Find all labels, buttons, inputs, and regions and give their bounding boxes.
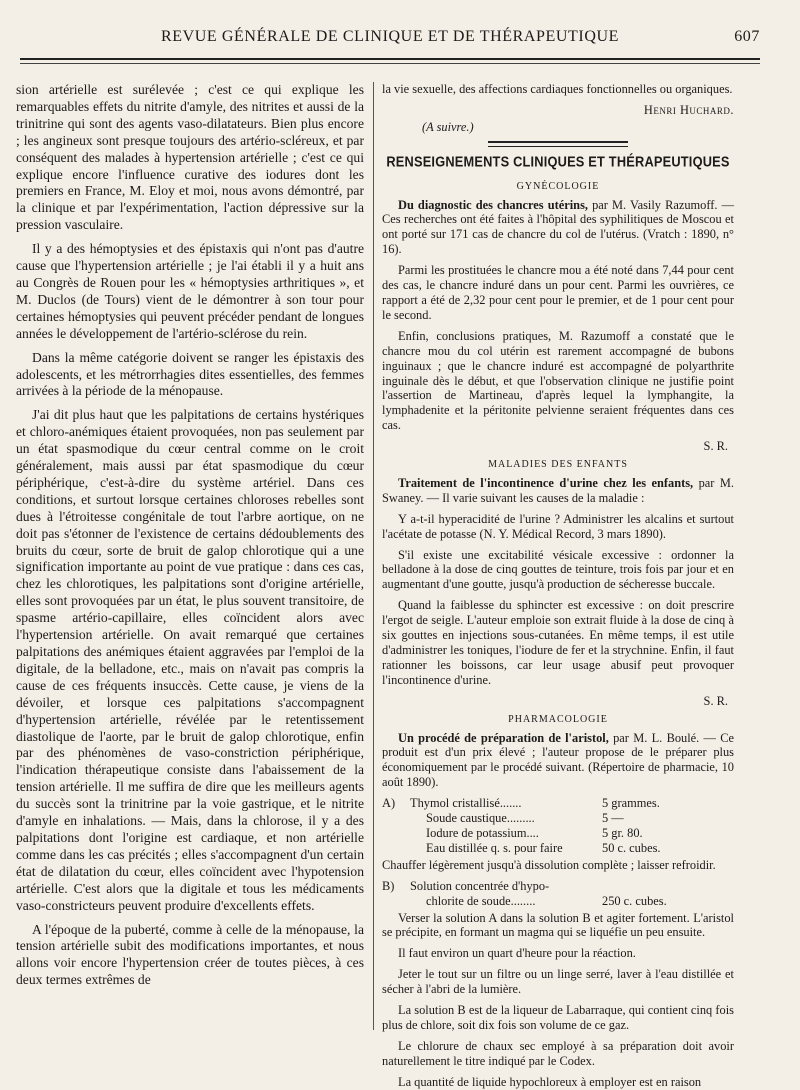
- initials-signature: S. R.: [703, 693, 728, 708]
- ingredient-qty: 50 c. cubes.: [602, 840, 661, 855]
- article-intro: [382, 731, 734, 791]
- formula-label: B): [382, 878, 395, 893]
- formula-row: [382, 826, 734, 841]
- article-title: Traitement de l'incontinence d'urine chez les enfants,: [398, 475, 694, 490]
- subheading-enfants: MALADIES DES ENFANTS: [488, 459, 628, 471]
- article-title: Un procédé de préparation de l'aristol,: [398, 730, 609, 745]
- paragraph: Verser la solution A dans la solution B et agiter fortement. L'aristol se précipite, en formant un magma qui se liquéfie un peu ensuite.: [382, 910, 734, 940]
- column-divider: [373, 82, 374, 1030]
- ingredient-name: chlorite de soude........: [426, 893, 536, 908]
- paragraph: Dans la même catégorie doivent se ranger les épistaxis des adolescents, et les métrorrhagies dites essentielles, des femmes arrivées à la période de la ménopause.: [16, 349, 364, 399]
- paragraph: A l'époque de la puberté, comme à celle de la ménopause, la tension artérielle subit des modifications importantes, et nous allons voir encore l'hypertension créer de toutes pièces, à ces deux termes extrêmes de: [16, 921, 364, 988]
- ingredient-name: Soude caustique.........: [426, 811, 535, 826]
- paragraph: Chauffer légèrement jusqu'à dissolution complète ; laisser refroidir.: [382, 857, 716, 872]
- paragraph: J'ai dit plus haut que les palpitations de certains hystériques et chloro-anémiques étaient provoquées, non pas seulement par un état spasmodique du cœur central comme on le croit généralement, mais aussi par état spasmodique du cœur périphérique, c'est-à-dire du système artériel. Dans ces conditions, et surtout lorsque certaines chloroses rebelles sont dues à l'étroitesse congénitale de tout l'arbre aortique, on ne doit pas s'étonner de l'existence de certains dédoublements des bruits du cœur, sorte de bruit de galop chlorotique qui a une signification importante au point de vue pratique : dans ces cas, chez les chlorotiques, les palpitations sont d'origine artérielle, elles sont provoquées par un état, le plus souvent transitoire, de spasme artério-capillaire, elles coïncident alors avec l'hypertension artérielle. On avait remarqué que certaines palpitations des anémiques étaient aggravées par l'emploi de la digitale, de la belladone, etc., mais on n'avait pas compris la cause de ces fréquents insuccès. Cette cause, je viens de la dévoiler, et lorsque ces palpitations s'accompagnent d'hypertension artérielle, révélée par le retentissement diastolique de l'aorte, par le bruit de galop chlorotique, enfin par des phénomènes de vaso-constriction périphérique, l'indication thérapeutique consiste dans l'abaissement de la tension artérielle. Il me suffira de dire que les meilleurs agents du succès sont la trinitrine par la voie gastrique, et le nitrite d'amyle en inhalations. — Mais, dans la chlorose, il y a des palpitations dont l'origine est cardiaque, et non artérielle comme dans les cas précités ; elles s'accompagnent d'un certain état de dilatation du cœur, elles coïncident avec l'hypotension artérielle. C'est alors que la digitale et tous les médicaments vaso-constricteurs peuvent produire d'excellents effets.: [16, 407, 364, 913]
- paragraph: S'il existe une excitabilité vésicale excessive : ordonner la belladone à la dose de cinq gouttes de teinture, trois fois par jour et en augmentant d'une goutte, jusqu'à production de sécheresse buccale.: [382, 547, 734, 592]
- formula-row: [382, 796, 734, 811]
- article-intro: [382, 476, 734, 506]
- article-title: Du diagnostic des chancres utérins,: [398, 197, 588, 212]
- formula-label: [382, 841, 410, 856]
- journal-title: REVUE GÉNÉRALE DE CLINIQUE ET DE THÉRAPEUTIQUE: [160, 28, 620, 45]
- running-header: [20, 28, 760, 54]
- header-rule-thin: [20, 63, 760, 64]
- ingredient-qty: 5 —: [602, 811, 624, 826]
- formula-a: [382, 796, 734, 856]
- article-text: par M. Swaney. — Il varie suivant les causes de la maladie :: [382, 475, 735, 505]
- article-text: par M. Vasily Razumoff. — Ces recherches ont été faites à l'hôpital des syphilitiques de Moscou et ont porté sur 171 cas de chancre du col de l'utérus. (Vratch : 1890, n° 16).: [382, 197, 734, 257]
- header-rule: [20, 58, 760, 60]
- paragraph: Y a-t-il hyperacidité de l'urine ? Administrer les alcalins et surtout l'acétate de potasse (N. Y. Médical Record, 3 mars 1890).: [382, 511, 734, 541]
- to-be-continued: (A suivre.): [422, 119, 474, 134]
- formula-row: [382, 841, 734, 856]
- formula-label: [382, 826, 410, 841]
- left-column: [16, 82, 364, 1038]
- initials-signature: S. R.: [703, 439, 728, 454]
- paragraph: La solution B est de la liqueur de Labarraque, qui contient cinq fois plus de chlore, soit dix fois son volume de ce gaz.: [382, 1003, 734, 1032]
- ingredient-qty: [602, 879, 734, 894]
- paragraph: sion artérielle est surélevée ; c'est ce qui explique les remarquables effets du nitrite d'amyle, des nitrites et aussi de la trinitrine qui sont des agents vaso-dilatateurs. Bien plus encore ; les angineux sont presque toujours des artério-scléreux, et par conséquent des malades à hypertension artérielle ; c'est ce qui explique encore l'influence curative des iodures dont les premiers en France, M. Eloy et moi, nous avons démontré, par la clinique et par l'expérimentation, l'action dépressive sur la pression vasculaire.: [16, 82, 364, 233]
- paragraph: Enfin, conclusions pratiques, M. Razumoff a constaté que le chancre mou du col utérin est rarement accompagné de bubons inguinaux ; que le chancre induré est accompagné de polyarthrite inguinale dès le début, et que l'observation clinique ne justifie point l'assertion de Martineau, d'après lequel la lymphangite, la lymphadenite et la péritonite pelvienne seraient fréquentes dans ces cas.: [382, 328, 734, 433]
- ingredient-qty: 250 c. cubes.: [602, 893, 667, 908]
- paragraph: Le chlorure de chaux sec employé à sa préparation doit avoir naturellement le titre indiqué par le Codex.: [382, 1038, 734, 1068]
- paragraph: La quantité de liquide hypochloreux à employer est en raison: [398, 1074, 702, 1089]
- author-signature: Henri Huchard.: [643, 102, 734, 117]
- ingredient-qty: 5 gr. 80.: [602, 825, 643, 840]
- formula-label: A): [382, 796, 396, 811]
- ingredient-name: Thymol cristallisé.......: [410, 796, 522, 811]
- page-number: 607: [734, 28, 760, 45]
- paragraph: Il y a des hémoptysies et des épistaxis qui n'ont pas d'autre cause que l'hypertension artérielle ; je l'ai établi il y a huit ans au Congrès de Rouen pour les « hémoptysies arthritiques », et M. Duclos (de Tours) vient de le démontrer à son tour pour certaines hémoptysies qui peuvent précéder pendant de longues années le développement de l'artério-sclérose du rein.: [16, 241, 364, 341]
- article-intro: [382, 198, 734, 258]
- article-text: par M. L. Boulé. — Ce produit est d'un prix élevé ; l'auteur propose de le préparer plus économiquement par le procédé suivant. (Répertoire de pharmacie, 10 août 1890).: [382, 730, 734, 790]
- formula-row: [382, 894, 734, 909]
- paragraph: Quand la faiblesse du sphincter est excessive : on doit prescrire l'ergot de seigle. L'auteur emploie son extrait fluide à la dose de cinq à six gouttes en injections sous-cutanées. En même temps, il est utile d'administrer les toniques, l'iodure de fer et la strychnine. Enfin, il faut rationner les boissons, car leur usage abusif peut provoquer l'incontinence d'urine.: [382, 598, 734, 687]
- formula-label: [382, 894, 410, 909]
- formula-b: [382, 879, 734, 909]
- section-separator: [488, 141, 628, 147]
- ingredient-qty: 5 grammes.: [602, 796, 660, 811]
- subheading-pharmacologie: PHARMACOLOGIE: [508, 713, 608, 725]
- paragraph: la vie sexuelle, des affections cardiaques fonctionnelles ou organiques.: [382, 82, 733, 96]
- ingredient-name: Solution concentrée d'hypo-: [410, 878, 550, 893]
- section-title: RENSEIGNEMENTS CLINIQUES ET THÉRAPEUTIQUES: [386, 152, 730, 170]
- subheading-gynecologie: GYNÉCOLOGIE: [516, 180, 600, 192]
- formula-row: [382, 879, 734, 894]
- paragraph: Jeter le tout sur un filtre ou un linge serré, laver à l'eau distillée et sécher à l'abri de la lumière.: [382, 967, 734, 997]
- paragraph: Il faut environ un quart d'heure pour la réaction.: [398, 946, 636, 961]
- right-column: [382, 82, 735, 1089]
- ingredient-name: Iodure de potassium....: [426, 825, 539, 840]
- formula-row: [382, 811, 734, 826]
- formula-label: [382, 811, 410, 826]
- ingredient-name: Eau distillée q. s. pour faire: [426, 840, 563, 855]
- paragraph: Parmi les prostituées le chancre mou a été noté dans 7,44 pour cent des cas, le chancre induré dans un pour cent. Parmi les ouvrières, ce rapport a été de 2,32 pour cent pour le premier, et de 1 pour cent pour le second.: [382, 263, 734, 322]
